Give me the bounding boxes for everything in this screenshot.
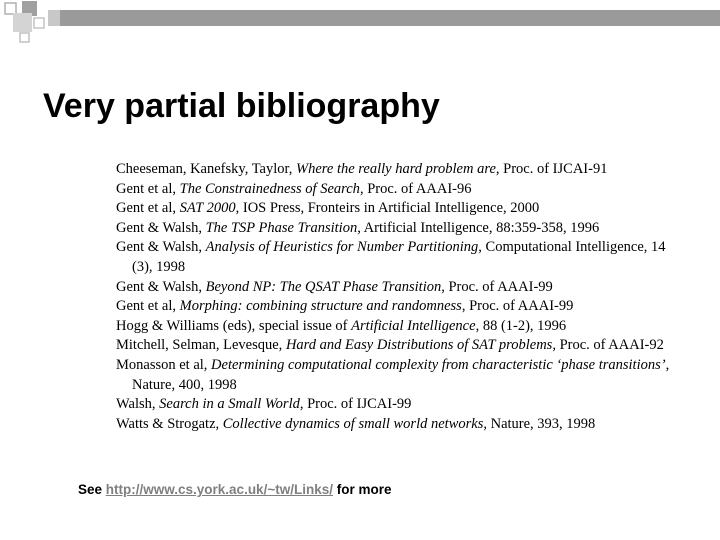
reference-details: , Artificial Intelligence, 88:359-358, 1996 (357, 219, 600, 236)
reference-title: Morphing: combining structure and randomness (179, 298, 462, 315)
reference-authors: Mitchell, Selman, Levesque, (116, 337, 286, 354)
decor-bar-main (60, 10, 720, 26)
reference-item (116, 219, 676, 239)
reference-item (116, 356, 676, 395)
reference-authors: Gent & Walsh, (116, 219, 206, 236)
reference-title: Where the really hard problem are (296, 161, 496, 177)
reference-item (116, 415, 676, 435)
reference-item (116, 336, 676, 356)
decor-square-small-outline (5, 3, 16, 14)
decor-square-outline (34, 18, 44, 28)
reference-title: The TSP Phase Transition (205, 219, 358, 236)
reference-item (116, 160, 676, 180)
reference-title: SAT 2000 (179, 200, 236, 217)
reference-authors: Gent & Walsh, (116, 239, 206, 256)
footer-suffix: for more (332, 482, 392, 497)
reference-item (116, 395, 676, 415)
reference-authors: Gent et al, (116, 200, 180, 217)
reference-item (116, 278, 676, 298)
reference-authors: Watts & Strogatz, (116, 415, 223, 432)
reference-authors: Hogg & Williams (eds), special issue of (116, 317, 352, 334)
decor-bar-left (48, 10, 60, 26)
footer-prefix: See (78, 482, 106, 497)
reference-title: Beyond NP: The QSAT Phase Transition (205, 278, 442, 295)
decor-square-light (13, 13, 32, 32)
reference-details: , 88 (1-2), 1996 (475, 317, 567, 334)
reference-title: Determining computational complexity from characteristic ‘phase transitions’ (211, 356, 666, 373)
page-title: Very partial bibliography (43, 87, 440, 125)
reference-title: Artificial Intelligence (351, 317, 476, 334)
footer-note (78, 481, 391, 499)
links-url[interactable]: http://www.cs.york.ac.uk/~tw/Links/ (105, 482, 333, 497)
decor-square-tiny (20, 33, 29, 42)
reference-details: , Proc. of AAAI-96 (359, 180, 472, 197)
reference-title: The Constrainedness of Search (179, 180, 360, 197)
reference-details: , Proc. of IJCAI-91 (495, 161, 608, 177)
reference-authors: Gent et al, (116, 180, 180, 197)
reference-authors: Monasson et al, (116, 356, 212, 373)
reference-details: , Proc. of AAAI-99 (461, 298, 574, 315)
reference-details: , Computational Intelligence, 14 (3), 1998 (132, 239, 666, 275)
reference-details: , Proc. of AAAI-99 (441, 278, 553, 295)
reference-details: , Nature, 393, 1998 (483, 415, 596, 432)
reference-authors: Walsh, (116, 396, 160, 413)
reference-item (116, 317, 676, 337)
reference-authors: Gent et al, (116, 298, 180, 315)
reference-title: Hard and Easy Distributions of SAT problems (285, 337, 553, 354)
reference-details: , IOS Press, Fronteirs in Artificial Intelligence, 2000 (235, 200, 540, 217)
reference-item (116, 199, 676, 219)
reference-item (116, 238, 676, 277)
reference-title: Search in a Small World (159, 396, 300, 413)
reference-item (116, 297, 676, 317)
reference-authors: Cheeseman, Kanefsky, Taylor, (116, 161, 297, 177)
reference-details: , Proc. of IJCAI-99 (299, 396, 412, 413)
reference-authors: Gent & Walsh, (116, 278, 206, 295)
slide-header-decoration (0, 0, 720, 60)
reference-details: , Proc. of AAAI-92 (552, 337, 664, 354)
reference-title: Analysis of Heuristics for Number Partitioning (205, 239, 479, 256)
reference-item (116, 180, 676, 200)
reference-details: , Nature, 400, 1998 (132, 356, 670, 393)
reference-title: Collective dynamics of small world networks (222, 415, 484, 432)
reference-list (116, 160, 676, 434)
